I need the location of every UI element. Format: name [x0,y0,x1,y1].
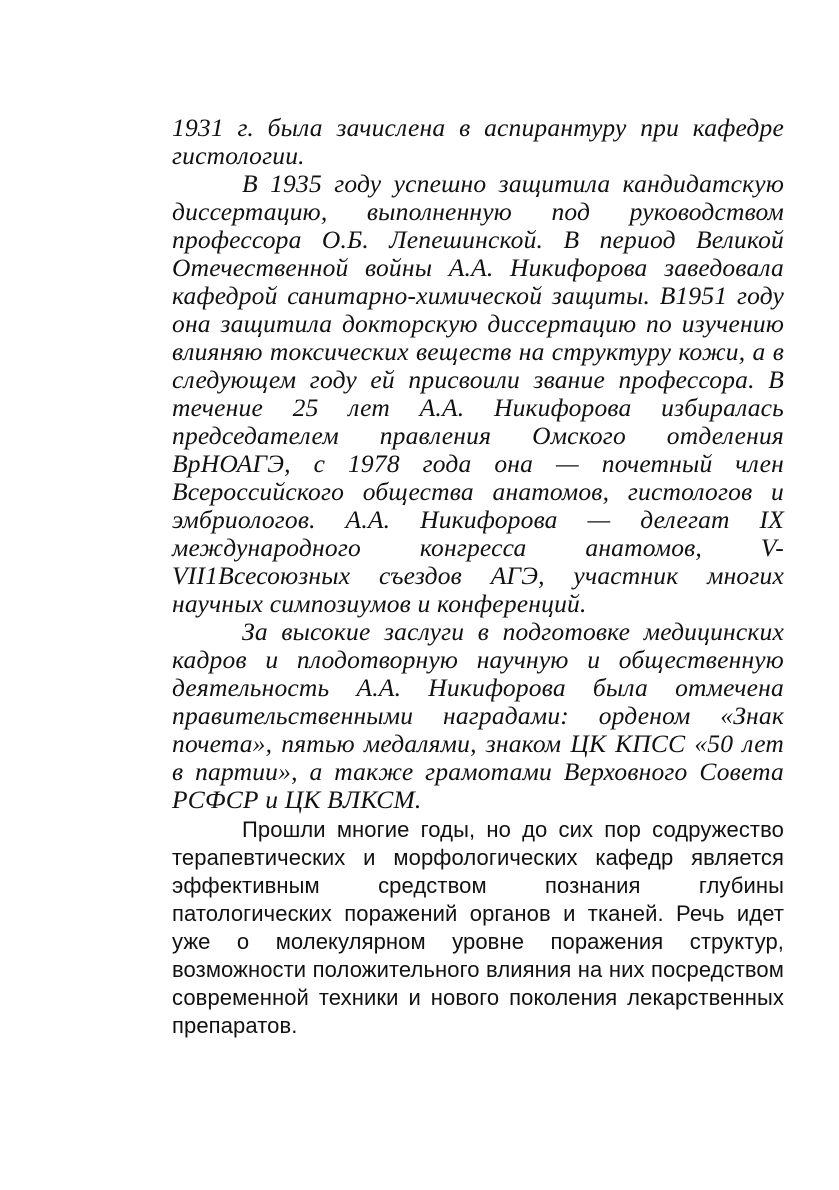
paragraph-3: За высокие заслуги в подготовке медицинских кадров и плодотворную научную и общественную деятельность А.А. Никифорова была отмечена правительственными наградами: орденом «Знак почета», пятью медалями, знаком ЦК КПСС «50 лет в партии», а также грамотами Верховного Совета РСФСР и ЦК ВЛКСМ. [172,617,784,814]
paragraph-4: Прошли многие годы, но до сих пор содружество терапевтических и морфологических кафедр является эффективным средством познания глубины патологических поражений органов и тканей. Речь идет уже о молекулярном уровне поражения структур, возможности положительного влияния на них посредством современной техники и нового поколения лекарственных препаратов. [172,817,784,1038]
paragraph-2: В 1935 году успешно защитила кандидатскую диссертацию, выполненную под руководством профессора О.Б. Лепешинской. В период Великой Отечественной войны А.А. Никифорова заведовала кафедрой санитарно-химической защиты. В1951 году она защитила докторскую диссертацию по изучению влияняю токсических веществ на структуру кожи, а в следующем году ей присвоили звание профессора. В течение 25 лет А.А. Никифорова избиралась председателем правления Омского отделения ВрНОАГЭ, с 1978 года она — почетный член Всероссийского общества анатомов, гистологов и эмбриологов. А.А. Никифорова — делегат IX международного конгресса анатомов, V-VII1Всесоюзных съездов АГЭ, участник многих научных симпозиумов и конференций. [172,169,784,618]
paragraph-1: 1931 г. была зачислена в аспирантуру при кафедре гистологии. [172,113,784,170]
document-body [172,114,784,1040]
